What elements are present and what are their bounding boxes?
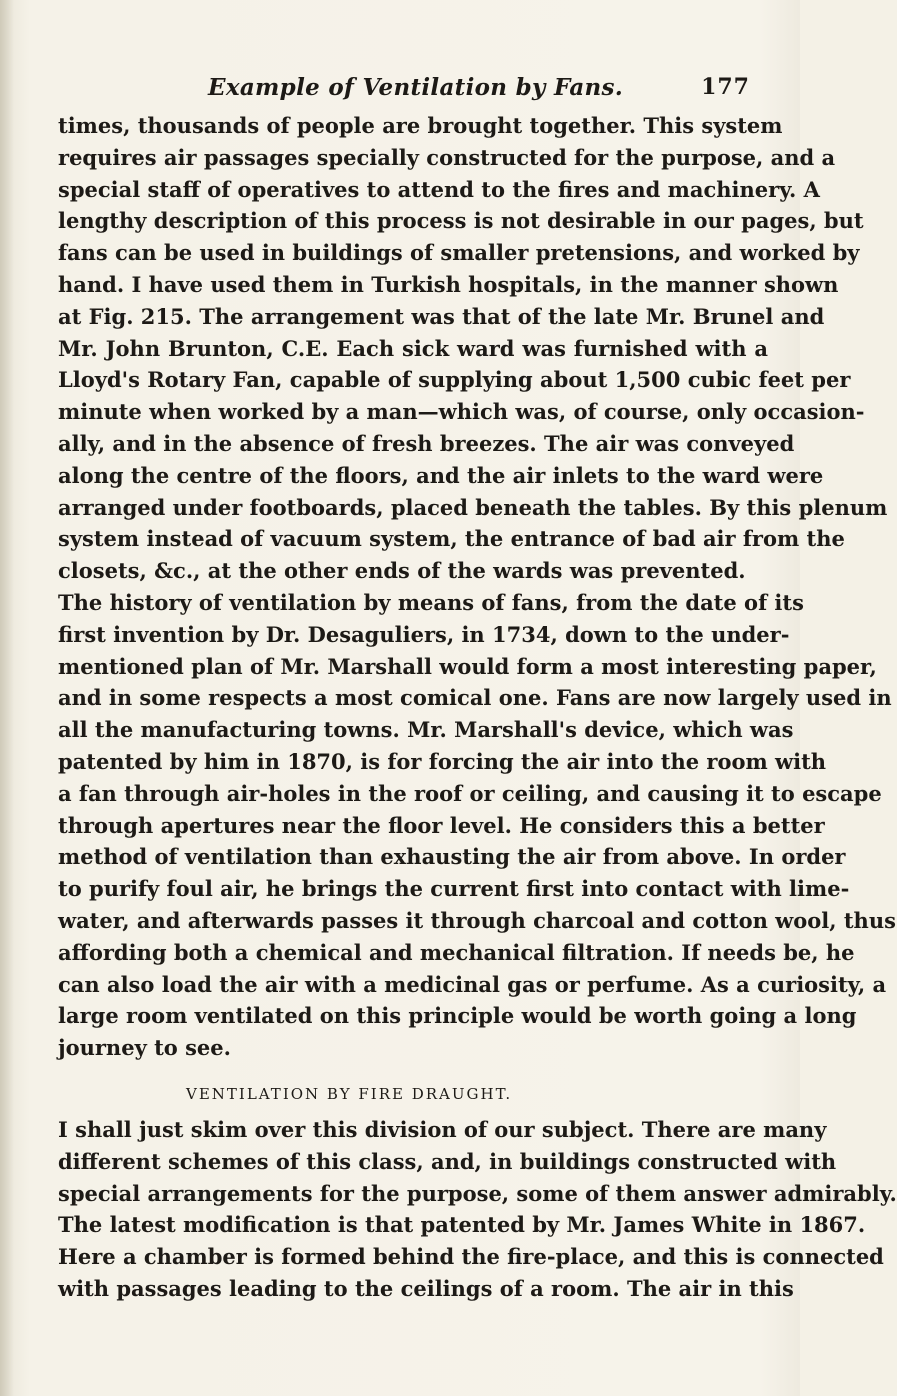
binding-shadow xyxy=(0,0,14,1396)
page-number: 177 xyxy=(701,74,750,100)
text-line: Lloyd's Rotary Fan, capable of supplying about 1,500 cubic feet per xyxy=(58,367,851,393)
running-title: Example of Ventilation by Fans. xyxy=(208,74,624,101)
text-line: special arrangements for the purpose, some of them answer admirably. xyxy=(58,1180,897,1206)
text-line: water, and afterwards passes it through charcoal and cotton wool, thus xyxy=(58,907,896,933)
text-line: arranged under footboards, placed beneath the tables. By this plenum xyxy=(58,494,888,520)
text-line: Here a chamber is formed behind the fire-place, and this is connected xyxy=(58,1244,884,1270)
text-line: to purify foul air, he brings the current first into contact with lime- xyxy=(58,876,850,902)
text-line: with passages leading to the ceilings of a room. The air in this xyxy=(58,1275,794,1301)
text-line: and in some respects a most comical one. Fans are now largely used in xyxy=(58,685,892,711)
text-line: The history of ventilation by means of fans, from the date of its xyxy=(58,589,804,615)
text-line: different schemes of this class, and, in buildings constructed with xyxy=(58,1148,837,1174)
text-line: Mr. John Brunton, C.E. Each sick ward was furnished with a xyxy=(58,335,768,361)
text-line: journey to see. xyxy=(58,1035,231,1061)
text-line: lengthy description of this process is not desirable in our pages, but xyxy=(58,208,864,234)
text-line: method of ventilation than exhausting the air from above. In order xyxy=(58,844,846,870)
text-line: The latest modification is that patented by Mr. James White in 1867. xyxy=(58,1212,866,1238)
text-line: all the manufacturing towns. Mr. Marshall's device, which was xyxy=(58,717,794,743)
text-line: a fan through air-holes in the roof or ceiling, and causing it to escape xyxy=(58,780,882,806)
page-header xyxy=(58,74,758,106)
text-line: patented by him in 1870, is for forcing the air into the room with xyxy=(58,748,827,774)
text-line: first invention by Dr. Desaguliers, in 1734, down to the under- xyxy=(58,621,790,647)
text-line: system instead of vacuum system, the entrance of bad air from the xyxy=(58,526,845,552)
text-line: minute when worked by a man—which was, of course, only occasion- xyxy=(58,399,865,425)
text-line: affording both a chemical and mechanical filtration. If needs be, he xyxy=(58,939,855,965)
text-line: I shall just skim over this division of our subject. There are many xyxy=(58,1116,827,1142)
text-line: ally, and in the absence of fresh breezes. The air was conveyed xyxy=(58,430,795,456)
text-line: through apertures near the floor level. He considers this a better xyxy=(58,812,825,838)
text-line: special staff of operatives to attend to the fires and machinery. A xyxy=(58,176,820,202)
section-heading: VENTILATION BY FIRE DRAUGHT. xyxy=(186,1084,513,1103)
text-line: can also load the air with a medicinal gas or perfume. As a curiosity, a xyxy=(58,971,887,997)
text-line: at Fig. 215. The arrangement was that of the late Mr. Brunel and xyxy=(58,303,825,329)
text-line: fans can be used in buildings of smaller pretensions, and worked by xyxy=(58,240,860,266)
text-line: large room ventilated on this principle would be worth going a long xyxy=(58,1003,857,1029)
body-text xyxy=(58,110,897,1305)
text-line: hand. I have used them in Turkish hospitals, in the manner shown xyxy=(58,271,839,297)
text-line: requires air passages specially constructed for the purpose, and a xyxy=(58,144,836,170)
text-line: closets, &c., at the other ends of the wards was prevented. xyxy=(58,558,746,584)
text-line: along the centre of the floors, and the air inlets to the ward were xyxy=(58,462,824,488)
text-line: times, thousands of people are brought together. This system xyxy=(58,113,783,138)
text-line: mentioned plan of Mr. Marshall would form a most interesting paper, xyxy=(58,653,877,679)
